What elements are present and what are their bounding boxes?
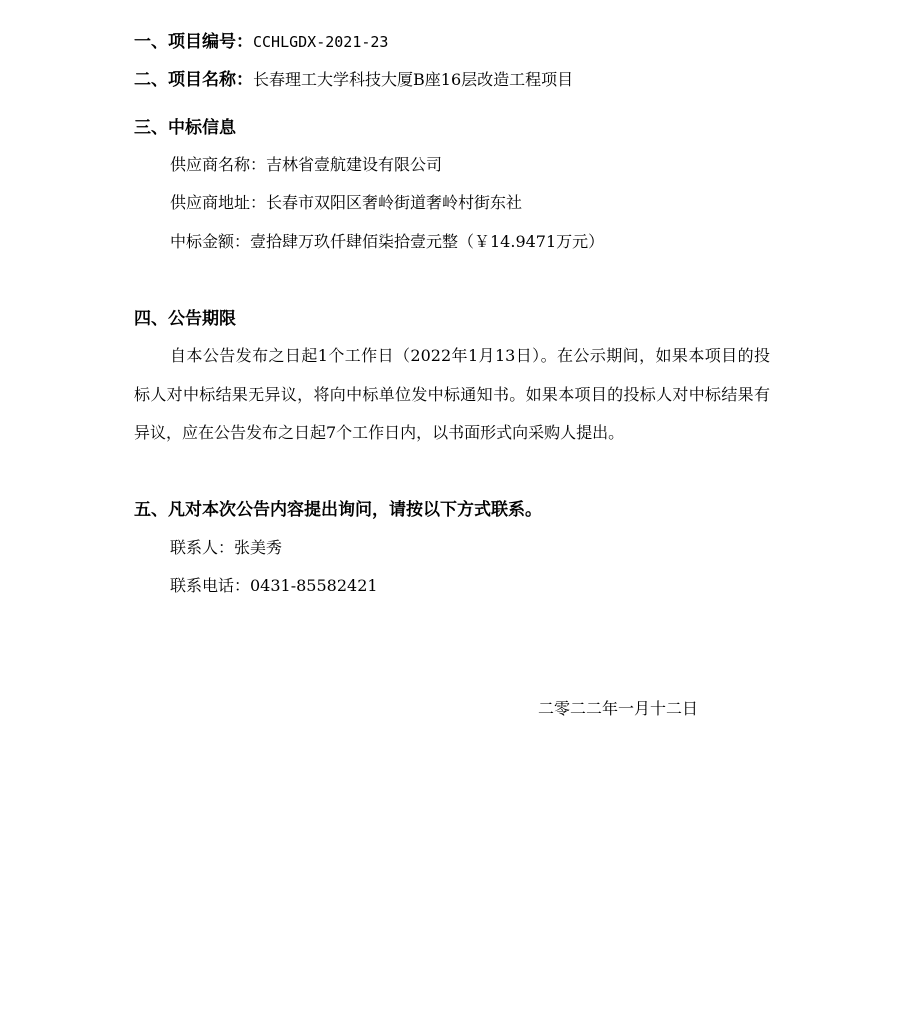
project-name-row [134, 70, 573, 90]
project-number-label: 一、项目编号： [134, 32, 253, 52]
notice-period-paragraph: 自本公告发布之日起1个工作日（2022年1月13日）。在公示期间，如果本项目的投标人对中标结果无异议，将向中标单位发中标通知书。如果本项目的投标人对中标结果有异议，应在公告发布之日起7个工作日内，以书面形式向采购人提出。 [134, 346, 770, 442]
contact-phone: 联系电话：0431-85582421 [170, 576, 378, 595]
project-name-label: 二、项目名称： [134, 70, 253, 90]
project-name-value: 长春理工大学科技大厦B座16层改造工程项目 [253, 70, 574, 89]
supplier-name: 供应商名称：吉林省壹航建设有限公司 [170, 155, 443, 174]
contact-person: 联系人：张美秀 [170, 538, 283, 557]
project-number-value: CCHLGDX-2021-23 [253, 33, 389, 51]
bid-amount: 中标金额：壹拾肆万玖仟肆佰柒拾壹元整（￥14.9471万元） [170, 232, 605, 251]
announcement-date: 二零二二年一月十二日 [538, 699, 699, 718]
contact-heading: 五、凡对本次公告内容提出询问，请按以下方式联系。 [134, 500, 542, 520]
notice-period-heading: 四、公告期限 [134, 309, 236, 329]
supplier-address: 供应商地址：长春市双阳区奢岭街道奢岭村街东社 [170, 193, 523, 212]
project-number-row [134, 32, 388, 52]
award-info-heading: 三、中标信息 [134, 118, 236, 138]
